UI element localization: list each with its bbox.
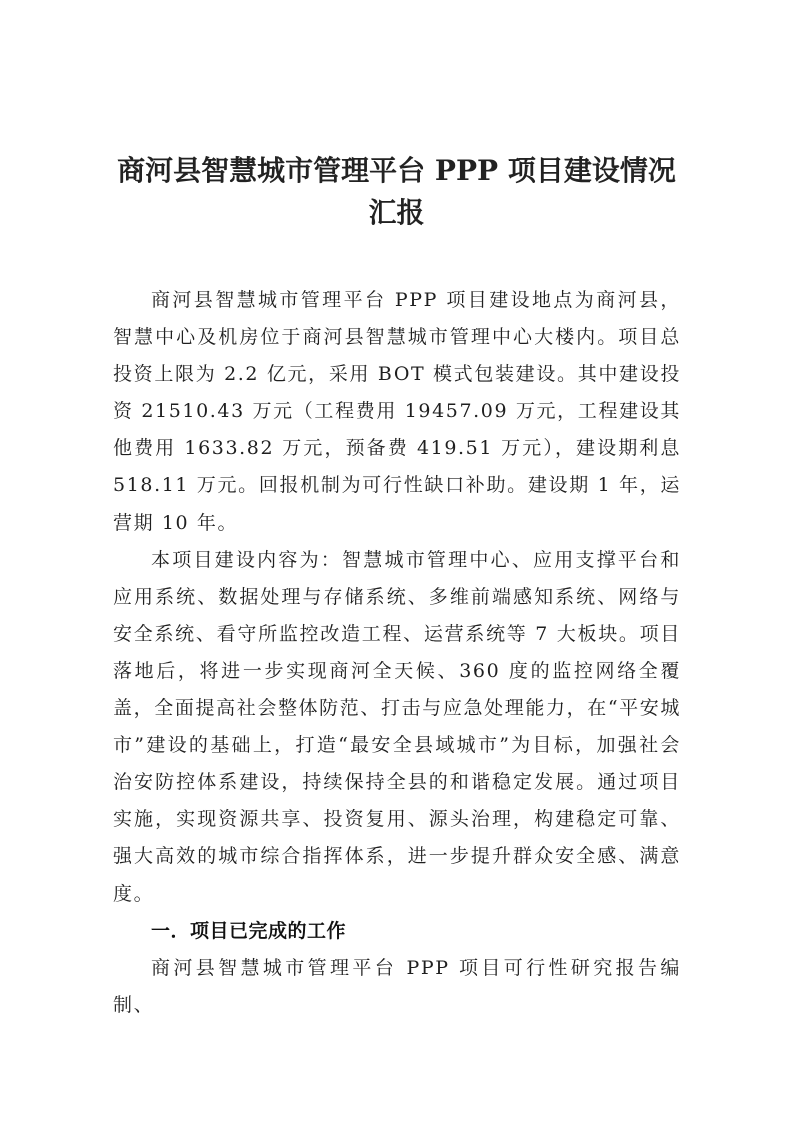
section-heading-completed-work: 一．项目已完成的工作 [151, 919, 347, 942]
document-body [113, 282, 681, 1024]
paragraph-completed-work: 商河县智慧城市管理平台 PPP 项目可行性研究报告编制、 [113, 956, 681, 1016]
title-line-1: 商河县智慧城市管理平台 PPP 项目建设情况 [117, 154, 676, 187]
paragraph-project-content: 本项目建设内容为：智慧城市管理中心、应用支撑平台和应用系统、数据处理与存储系统、多维前端感知系统、网络与安全系统、看守所监控改造工程、运营系统等 7 大板块。项目落地后，将进一步实现商河全天候、360 度的监控网络全覆盖，全面提高社会整体防范、打击与应急处理能力，在“平安城市”建设的基础上，打造“最安全县域城市”为目标，加强社会治安防控体系建设，持续保持全县的和谐稳定发展。通过项目实施，实现资源共享、投资复用、源头治理，构建稳定可靠、强大高效的城市综合指挥体系，进一步提升群众安全感、满意度。 [113, 548, 681, 905]
title-line-2: 汇报 [368, 196, 425, 229]
document-title [113, 150, 680, 234]
paragraph-project-overview: 商河县智慧城市管理平台 PPP 项目建设地点为商河县，智慧中心及机房位于商河县智慧城市管理中心大楼内。项目总投资上限为 2.2 亿元，采用 BOT 模式包装建设。其中建设投资 21510.43 万元（工程费用 19457.09 万元，工程建设其他费用 1633.82 万元，预备费 419.51 万元），建设期利息 518.11 万元。回报机制为可行性缺口补助。建设期 1 年，运营期 10 年。 [113, 289, 681, 534]
